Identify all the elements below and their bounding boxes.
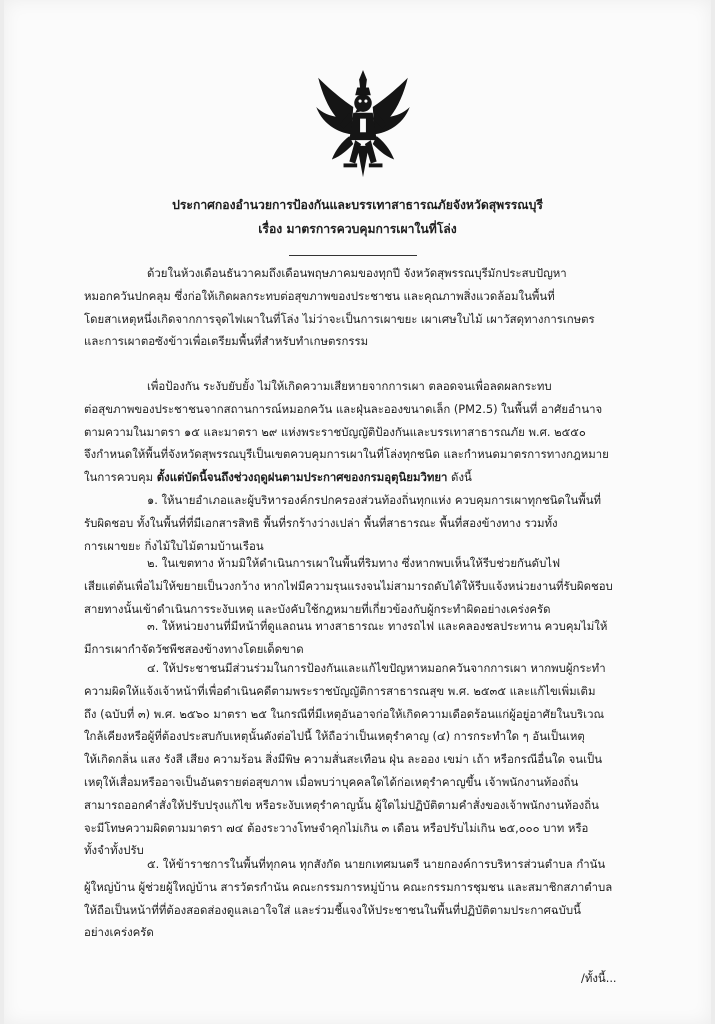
text-line: ตามความในมาตรา ๑๕ และมาตรา ๒๙ แห่งพระราชบัญญัติป้องกันและบรรเทาสาธารณภัย พ.ศ. ๒๕๕๐ bbox=[84, 424, 586, 439]
text-line: และการเผาตอซังข้าวเพื่อเตรียมพื้นที่สำหรับทำเกษตรกรรม bbox=[84, 334, 369, 349]
measure-item-1 bbox=[84, 489, 631, 557]
text-line: ๓. ให้หน่วยงานที่มีหน้าที่ดูแลถนน ทางสาธารณะ ทางรถไฟ และคลองชลประทาน ควบคุมไม่ให้ bbox=[147, 619, 608, 633]
text-line: จะมีโทษความผิดตามมาตรา ๗๔ ต้องระวางโทษจำคุกไม่เกิน ๓ เดือน หรือปรับไม่เกิน ๒๕,๐๐๐ บาท หรือ bbox=[84, 820, 589, 835]
text-line: ๑. ให้นายอำเภอและผู้บริหารองค์กรปกครองส่วนท้องถิ่นทุกแห่ง ควบคุมการเผาทุกชนิดในพื้นที่ bbox=[147, 493, 602, 507]
measure-item-3 bbox=[84, 615, 631, 661]
text-line: ความผิดให้แจ้งเจ้าหน้าที่เพื่อดำเนินคดีตามพระราชบัญญัติการสาธารณสุข พ.ศ. ๒๕๓๕ และแก้ไขเพิ่มเติม bbox=[84, 683, 596, 698]
text-line: รับผิดชอบ ทั้งในพื้นที่ที่มีเอกสารสิทธิ พื้นที่รกร้างว่างเปล่า พื้นที่สาธารณะ พื้นที่สองข้างทาง รวมทั้ง bbox=[84, 515, 558, 530]
text-line: การเผาขยะ กิ่งไม้ใบไม้ตามบ้านเรือน bbox=[84, 538, 264, 553]
text-line: ใกล้เคียงหรือผู้ที่ต้องประสบกับเหตุนั้นดังต่อไปนี้ ให้ถือว่าเป็นเหตุรำคาญ (๔) การกระทำใด ๆ อันเป็นเหตุ bbox=[84, 729, 585, 744]
text-line: มีการเผากำจัดวัชพืชสองข้างทางโดยเด็ดขาด bbox=[84, 641, 304, 656]
text-line: ให้ถือเป็นหน้าที่ที่ต้องสอดส่องดูแลเอาใจใส่ และร่วมชี้แจงให้ประชาชนในพื้นที่ปฏิบัติตามประกาศฉบับนี้ bbox=[84, 902, 581, 917]
bold-period-text: ตั้งแต่บัดนี้จนถึงช่วงฤดูฝนตามประกาศของกรมอุตุนิยมวิทยา bbox=[156, 470, 448, 485]
text-line: ผู้ใหญ่บ้าน ผู้ช่วยผู้ใหญ่บ้าน สารวัตรกำนัน คณะกรรมการหมู่บ้าน คณะกรรมการชุมชน และสมาชิกสภาตำบล bbox=[84, 879, 613, 894]
text-segment: ดังนี้ bbox=[447, 470, 472, 485]
text-line: ให้เกิดกลิ่น แสง รังสี เสียง ความร้อน สิ่งมีพิษ ความสั่นสะเทือน ฝุ่น ละออง เขม่า เถ้า หรือกรณีอื่นใด จนเป็น bbox=[84, 752, 602, 767]
text-line: ๔. ให้ประชาชนมีส่วนร่วมในการป้องกันและแก้ไขปัญหาหมอกควันจากการเผา หากพบผู้กระทำ bbox=[147, 661, 606, 675]
title-divider bbox=[289, 255, 417, 256]
measure-item-5 bbox=[84, 853, 631, 944]
text-line bbox=[84, 466, 631, 489]
text-line: ทั้งจำทั้งปรับ bbox=[84, 843, 144, 858]
paragraph-authority bbox=[84, 375, 631, 489]
text-line: อย่างเคร่งครัด bbox=[84, 925, 154, 940]
text-line: ต่อสุขภาพของประชาชนจากสถานการณ์หมอกควัน และฝุ่นละอองขนาดเล็ก (PM2.5) ในพื้นที่ อาศัยอำนาจ bbox=[84, 401, 603, 416]
text-line: เหตุให้เสื่อมหรืออาจเป็นอันตรายต่อสุขภาพ เมื่อพบว่าบุคคลใดได้ก่อเหตุรำคาญขึ้น เจ้าพนักงานท้องถิ่น bbox=[84, 774, 579, 789]
continuation-marker: /ทั้งนี้... bbox=[581, 971, 617, 985]
text-segment: ในการควบคุม bbox=[84, 470, 157, 485]
announcement-subject: เรื่อง มาตรการควบคุมการเผาในที่โล่ง bbox=[258, 222, 457, 236]
text-line: โดยสาเหตุหนึ่งเกิดจากการจุดไฟเผาในที่โล่ง ไม่ว่าจะเป็นการเผาขยะ เผาเศษใบไม้ เผาวัสดุทางการเกษตร bbox=[84, 311, 595, 326]
text-line: ๕. ให้ข้าราชการในพื้นที่ทุกคน ทุกสังกัด นายกเทศมนตรี นายกองค์การบริหารส่วนตำบล กำนัน bbox=[147, 857, 606, 871]
text-line: สามารถออกคำสั่งให้ปรับปรุงแก้ไข หรือระงับเหตุรำคาญนั้น ผู้ใดไม่ปฏิบัติตามคำสั่งของเจ้าพนักงานท้องถิ่น bbox=[84, 797, 599, 812]
measure-item-2 bbox=[84, 552, 631, 620]
text-line: สายทางนั้นเข้าดำเนินการระงับเหตุ และบังคับใช้กฎหมายที่เกี่ยวข้องกับผู้กระทำผิดอย่างเคร่งครัด bbox=[84, 601, 551, 616]
text-line: หมอกควันปกคลุม ซึ่งก่อให้เกิดผลกระทบต่อสุขภาพของประชาชน และคุณภาพสิ่งแวดล้อมในพื้นที่ bbox=[84, 288, 555, 303]
garuda-emblem-icon bbox=[314, 68, 412, 180]
measure-item-4 bbox=[84, 657, 631, 862]
text-line: ๒. ในเขตทาง ห้ามมิให้ดำเนินการเผาในพื้นที่ริมทาง ซึ่งหากพบเห็นให้รีบช่วยกันดับไฟ bbox=[147, 556, 561, 570]
text-line: จึงกำหนดให้พื้นที่จังหวัดสุพรรณบุรีเป็นเขตควบคุมการเผาในที่โล่งทุกชนิด และกำหนดมาตรการทางกฎหมาย bbox=[84, 447, 609, 462]
text-line: ด้วยในห้วงเดือนธันวาคมถึงเดือนพฤษภาคมของทุกปี จังหวัดสุพรรณบุรีมักประสบปัญหา bbox=[147, 266, 567, 280]
paragraph-intro bbox=[84, 262, 631, 353]
announcement-title: ประกาศกองอำนวยการป้องกันและบรรเทาสาธารณภัยจังหวัดสุพรรณบุรี bbox=[172, 198, 543, 212]
document-page bbox=[4, 0, 711, 1024]
text-line: เพื่อป้องกัน ระงับยับยั้ง ไม่ให้เกิดความเสียหายจากการเผา ตลอดจนเพื่อลดผลกระทบ bbox=[147, 379, 552, 393]
text-line: ถึง (ฉบับที่ ๓) พ.ศ. ๒๕๖๐ มาตรา ๒๕ ในกรณีที่มีเหตุอันอาจก่อให้เกิดความเดือดร้อนแก่ผู้อยู่อาศัยในบริเวณ bbox=[84, 706, 605, 721]
text-line: เสียแต่ต้นเพื่อไม่ให้ขยายเป็นวงกว้าง หากไฟมีความรุนแรงจนไม่สามารถดับได้ให้รีบแจ้งหน่วยงานที่รับผิดชอบ bbox=[84, 578, 613, 593]
